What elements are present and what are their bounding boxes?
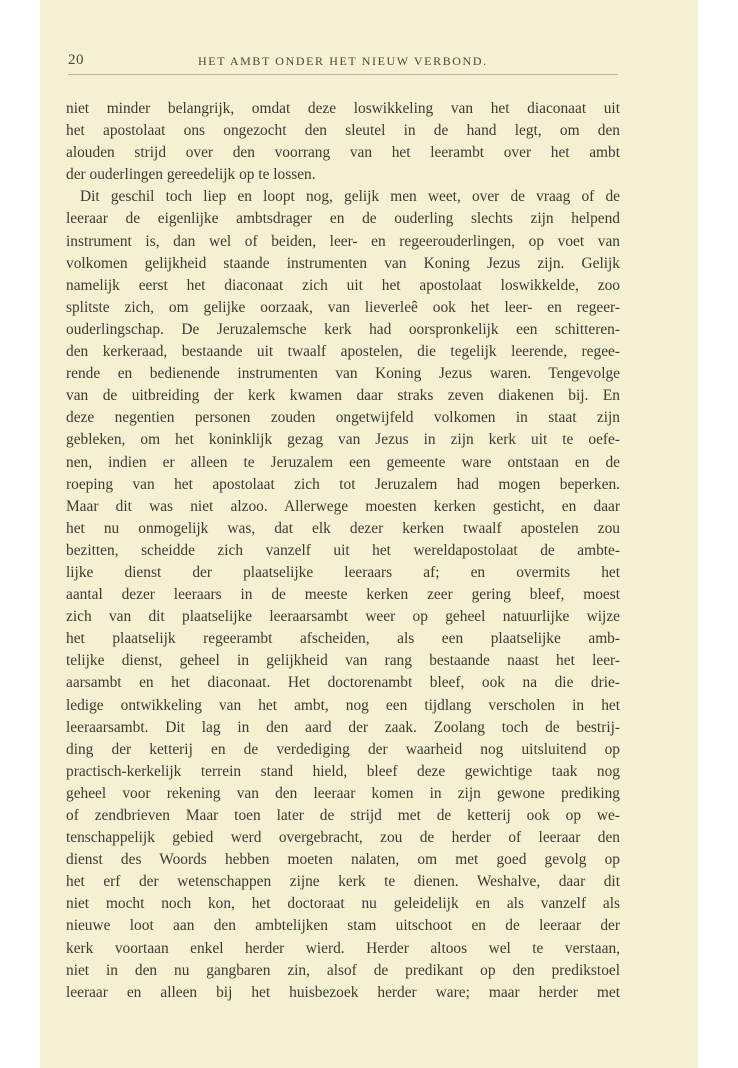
text-line: lijke dienst der plaatselijke leeraars af; en overmits het (66, 563, 620, 581)
text-line: het erf der wetenschappen zijne kerk te dienen. Weshalve, daar dit (66, 873, 620, 891)
text-line: namelijk eerst het diaconaat zich uit het apostolaat loswikkelde, zoo (66, 276, 620, 294)
text-line: Maar dit was niet alzoo. Allerwege moesten kerken gesticht, en daar (66, 497, 620, 515)
text-line: deze negentien personen zouden ongetwijfeld volkomen in staat zijn (66, 409, 620, 427)
body-text (66, 98, 620, 1004)
text-line: tenschappelijk gebied werd overgebracht, zou de herder of leeraar den (66, 829, 620, 847)
text-line: niet mocht noch kon, het doctoraat nu geleidelijk en als vanzelf als (66, 895, 620, 913)
text-line: van de uitbreiding der kerk kwamen daar straks zeven diakenen bij. En (66, 387, 620, 405)
text-line: practisch-kerkelijk terrein stand hield, bleef deze gewichtige taak nog (66, 762, 620, 780)
text-line: het nu onmogelijk was, dat elk dezer kerken twaalf apostelen zou (66, 519, 620, 537)
text-line: rende en bedienende instrumenten van Koning Jezus waren. Tengevolge (66, 365, 620, 383)
text-line: leeraar en alleen bij het huisbezoek herder ware; maar herder met (66, 983, 620, 1001)
header-rule (68, 74, 618, 75)
text-line: of zendbrieven Maar toen later de strijd met de ketterij ook op we- (66, 807, 620, 824)
text-line: niet minder belangrijk, omdat deze loswikkeling van het diaconaat uit (66, 100, 620, 117)
running-title: HET AMBT ONDER HET NIEUW VERBOND. (198, 54, 488, 68)
page-number: 20 (68, 52, 84, 68)
text-line: aantal dezer leeraars in de meeste kerken zeer gering bleef, moest (66, 586, 620, 604)
text-line: kerk voortaan enkel herder wierd. Herder altoos wel te verstaan, (66, 939, 620, 957)
text-line: bezitten, scheidde zich vanzelf uit het wereldapostolaat de ambte- (66, 541, 620, 559)
text-line: het plaatselijk regeerambt afscheiden, als een plaatselijke amb- (66, 630, 620, 648)
page-header (68, 52, 658, 72)
text-line: niet in den nu gangbaren zin, alsof de predikant op den predikstoel (66, 961, 620, 979)
text-line: ouderlingschap. De Jeruzalemsche kerk had oorspronkelijk een schitteren- (66, 320, 620, 338)
text-line: splitste zich, om gelijke oorzaak, van lieverleê ook het leer- en regeer- (66, 298, 620, 316)
text-line: nen, indien er alleen te Jeruzalem een gemeente ware ontstaan en de (66, 453, 620, 471)
text-line: leeraar de eigenlijke ambtsdrager en de ouderling slechts zijn helpend (66, 210, 620, 228)
text-line: den kerkeraad, bestaande uit twaalf apostelen, die tegelijk leerende, regee- (66, 343, 620, 361)
text-line: geheel voor rekening van den leeraar komen in zijn gewone prediking (66, 784, 620, 802)
text-line: Dit geschil toch liep en loopt nog, gelijk men weet, over de vraag of de (80, 188, 620, 206)
text-line: zich van dit plaatselijke leeraarsambt weer op geheel natuurlijke wijze (66, 608, 620, 626)
text-line: aarsambt en het diaconaat. Het doctorenambt bleef, ook na die drie- (66, 674, 620, 692)
text-line: volkomen gelijkheid staande instrumenten van Koning Jezus zijn. Gelijk (66, 254, 620, 272)
text-line: dienst des Woords hebben moeten nalaten, om met goed gevolg op (66, 851, 620, 869)
text-line: ledige ontwikkeling van het ambt, nog een tijdlang verscholen in het (66, 696, 620, 714)
text-line: gebleken, om het koninklijk gezag van Jezus in zijn kerk uit te oefe- (66, 431, 620, 449)
text-line: ding der ketterij en de verdediging der waarheid nog uitsluitend op (66, 740, 620, 758)
text-line: instrument is, dan wel of beiden, leer- en regeerouderlingen, op voet van (66, 232, 620, 250)
text-line: leeraarsambt. Dit lag in den aard der zaak. Zoolang toch de bestrij- (66, 718, 620, 736)
text-line: het apostolaat ons ongezocht den sleutel in de hand legt, om den (66, 122, 620, 140)
text-line: nieuwe loot aan den ambtelijken stam uitschoot en de leeraar der (66, 917, 620, 935)
text-line: roeping van het apostolaat zich tot Jeruzalem had mogen beperken. (66, 475, 620, 493)
text-line: telijke dienst, geheel in gelijkheid van rang bestaande naast het leer- (66, 652, 620, 670)
text-line: der ouderlingen gereedelijk op te lossen. (66, 166, 316, 184)
text-line: alouden strijd over den voorrang van het leerambt over het ambt (66, 144, 620, 162)
